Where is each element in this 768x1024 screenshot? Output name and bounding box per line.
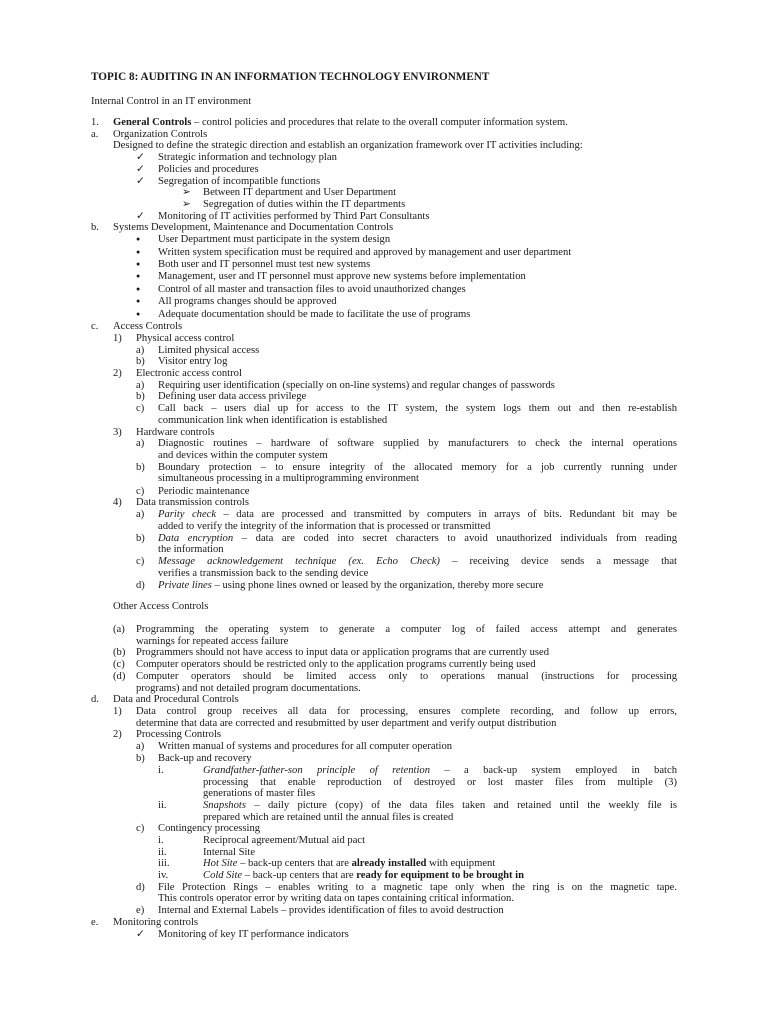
list-item-continued: communication link when identification is established: [158, 415, 388, 426]
list-item: Data control group receives all data for processing, ensures complete recording, and follow up errors,: [136, 706, 677, 717]
list-item: Strategic information and technology plan: [158, 152, 337, 163]
list-item: User Department must participate in the system design: [158, 234, 391, 245]
definition: – back-up centers that are: [237, 858, 352, 869]
list-item: Visitor entry log: [158, 356, 228, 367]
item-letter: b): [136, 356, 145, 367]
check-icon: ✓: [136, 211, 145, 222]
roman-numeral: i.: [158, 835, 164, 846]
monitoring-controls-heading: Monitoring controls: [113, 917, 199, 928]
electronic-access-heading: Electronic access control: [136, 368, 242, 379]
roman-numeral: i.: [158, 765, 164, 776]
section-marker-e: e.: [91, 917, 99, 928]
item-letter: (c): [113, 659, 125, 670]
term: Grandfather-father-son principle of retention: [203, 765, 431, 776]
item-letter: (a): [113, 624, 125, 635]
access-controls-heading: Access Controls: [113, 321, 183, 332]
list-item-continued: simultaneous processing in a multiprogramming environment: [158, 473, 419, 484]
item-letter: e): [136, 905, 145, 916]
roman-numeral: iv.: [158, 870, 169, 881]
list-item: [158, 556, 677, 568]
list-item-continued: and devices within the computer system: [158, 450, 328, 461]
item-letter: (d): [113, 671, 126, 682]
list-item-continued: added to verify the integrity of the information that is processed or transmitted: [158, 521, 491, 532]
roman-numeral: ii.: [158, 800, 167, 811]
definition: – back-up centers that are: [242, 870, 357, 881]
list-item: [203, 800, 677, 812]
item-letter: c): [136, 823, 145, 834]
list-item: Boundary protection – to ensure integrity of the allocated memory for a job currently running under: [158, 462, 677, 473]
item-number: 2): [113, 729, 122, 740]
general-controls-text: – control policies and procedures that relate to the overall computer information system.: [191, 117, 568, 128]
section-marker-c: c.: [91, 321, 99, 332]
term: Message acknowledgement technique (ex. Echo Check): [158, 556, 440, 567]
list-item: Management, user and IT personnel must approve new systems before implementation: [158, 271, 526, 282]
list-item-continued: the information: [158, 544, 224, 555]
organization-controls-intro: Designed to define the strategic direction and establish an organization framework over IT activities including:: [113, 140, 583, 151]
section-marker-a: a.: [91, 129, 99, 140]
item-letter: b): [136, 533, 145, 544]
definition: – receiving device sends a message that: [439, 556, 677, 567]
list-item: Periodic maintenance: [158, 486, 250, 497]
definition: – using phone lines owned or leased by the organization, thereby more secure: [211, 580, 544, 591]
item-number: 1): [113, 706, 122, 717]
emphasis: ready for equipment to be brought in: [356, 870, 525, 881]
check-icon: ✓: [136, 152, 145, 163]
data-procedural-heading: Data and Procedural Controls: [113, 694, 239, 705]
check-icon: ✓: [136, 176, 145, 187]
list-item-continued: This controls operator error by writing data on tapes containing critical information.: [158, 893, 514, 904]
list-item: Control of all master and transaction files to avoid unauthorized changes: [158, 284, 466, 295]
list-item: Defining user data access privilege: [158, 391, 307, 402]
list-item: Monitoring of key IT performance indicators: [158, 929, 349, 940]
item-number: 4): [113, 497, 122, 508]
systems-development-heading: Systems Development, Maintenance and Documentation Controls: [113, 222, 394, 233]
organization-controls-heading: Organization Controls: [113, 129, 208, 140]
term: Private lines: [158, 580, 212, 591]
list-item: File Protection Rings – enables writing to a magnetic tape only when the ring is on the magnetic tape.: [158, 882, 677, 893]
term: Hot Site: [203, 858, 238, 869]
general-controls-line: [113, 117, 568, 129]
physical-access-heading: Physical access control: [136, 333, 235, 344]
list-item-continued: warnings for repeated access failure: [136, 636, 289, 647]
data-transmission-heading: Data transmission controls: [136, 497, 249, 508]
other-access-heading: Other Access Controls: [113, 601, 209, 612]
list-item: Both user and IT personnel must test new systems: [158, 259, 371, 270]
list-item-continued: generations of master files: [203, 788, 316, 799]
hardware-controls-heading: Hardware controls: [136, 427, 215, 438]
term: Cold Site: [203, 870, 243, 881]
list-item-continued: programs) and not detailed program documentations.: [136, 683, 361, 694]
item-letter: c): [136, 486, 145, 497]
list-item: Requiring user identification (specially on on-line systems) and regular changes of passwords: [158, 380, 555, 391]
check-icon: ✓: [136, 164, 145, 175]
list-item: Between IT department and User Department: [203, 187, 397, 198]
bullet-icon: ●: [136, 260, 141, 268]
list-item: Programmers should not have access to input data or application programs that are currently used: [136, 647, 550, 658]
item-letter: a): [136, 345, 145, 356]
list-item: Reciprocal agreement/Mutual aid pact: [203, 835, 366, 846]
item-letter: d): [136, 580, 145, 591]
item-letter: c): [136, 556, 145, 567]
list-item: Call back – users dial up for access to the IT system, the system logs them out and then re-establish: [158, 403, 677, 414]
bullet-icon: ●: [136, 272, 141, 280]
list-item: Back-up and recovery: [158, 753, 252, 764]
arrow-icon: ➢: [182, 187, 191, 198]
list-item: Internal and External Labels – provides identification of files to avoid destruction: [158, 905, 504, 916]
definition: – daily picture (copy) of the data files taken and retained until the weekly file is: [245, 800, 677, 811]
list-item-continued: processing that enable reproduction of destroyed or lost master files from multiple (3): [203, 777, 677, 788]
list-item: Segregation of incompatible functions: [158, 176, 321, 187]
list-item-continued: verifies a transmission back to the sending device: [158, 568, 369, 579]
list-item: Computer operators should be limited access only to operations manual (instructions for processing: [136, 671, 677, 682]
list-item: Segregation of duties within the IT departments: [203, 199, 406, 210]
list-item: [203, 765, 677, 777]
section-marker-d: d.: [91, 694, 99, 705]
definition: – a back-up system employed in batch: [430, 765, 677, 776]
bullet-icon: ●: [136, 248, 141, 256]
bullet-icon: ●: [136, 235, 141, 243]
roman-numeral: ii.: [158, 847, 167, 858]
list-item: [158, 533, 677, 545]
section-number: 1.: [91, 117, 99, 128]
item-number: 3): [113, 427, 122, 438]
list-item: Limited physical access: [158, 345, 260, 356]
list-item: Written manual of systems and procedures for all computer operation: [158, 741, 453, 752]
item-letter: b): [136, 462, 145, 473]
general-controls-label: General Controls: [113, 117, 192, 128]
definition: – data are coded into secret characters to avoid unauthorized individuals from reading: [233, 533, 678, 544]
definition: – data are processed and transmitted by computers in arrays of bits. Redundant bit may be: [216, 509, 678, 520]
section-marker-b: b.: [91, 222, 99, 233]
bullet-icon: ●: [136, 285, 141, 293]
item-letter: b): [136, 753, 145, 764]
item-number: 1): [113, 333, 122, 344]
roman-numeral: iii.: [158, 858, 170, 869]
list-item: Diagnostic routines – hardware of software supplied by manufacturers to check the internal operations: [158, 438, 677, 449]
list-item: Monitoring of IT activities performed by Third Part Consultants: [158, 211, 430, 222]
list-item: Adequate documentation should be made to facilitate the use of programs: [158, 309, 471, 320]
document-title: TOPIC 8: AUDITING IN AN INFORMATION TECHNOLOGY ENVIRONMENT: [91, 71, 490, 83]
list-item: All programs changes should be approved: [158, 296, 337, 307]
list-item: [203, 858, 495, 870]
processing-controls-heading: Processing Controls: [136, 729, 222, 740]
list-item: [203, 870, 524, 882]
list-item: [158, 580, 544, 592]
list-item: Policies and procedures: [158, 164, 259, 175]
list-item-continued: prepared which are retained until the annual files is created: [203, 812, 454, 823]
list-item: [158, 509, 677, 521]
item-letter: (b): [113, 647, 126, 658]
bullet-icon: ●: [136, 310, 141, 318]
bullet-icon: ●: [136, 297, 141, 305]
list-item-continued: determine that data are corrected and resubmitted by user department and verify output distribution: [136, 718, 557, 729]
item-letter: d): [136, 882, 145, 893]
item-letter: a): [136, 741, 145, 752]
item-letter: b): [136, 391, 145, 402]
list-item: Computer operators should be restricted only to the application programs currently being used: [136, 659, 536, 670]
term: Data encryption: [158, 533, 234, 544]
check-icon: ✓: [136, 929, 145, 940]
item-letter: c): [136, 403, 145, 414]
item-letter: a): [136, 438, 145, 449]
item-number: 2): [113, 368, 122, 379]
definition-end: with equipment: [426, 858, 496, 869]
term: Snapshots: [203, 800, 246, 811]
item-letter: a): [136, 509, 145, 520]
item-letter: a): [136, 380, 145, 391]
list-item: Contingency processing: [158, 823, 261, 834]
term: Parity check: [158, 509, 217, 520]
list-item: Programming the operating system to generate a computer log of failed access attempt and generates: [136, 624, 677, 635]
arrow-icon: ➢: [182, 199, 191, 210]
list-item: Written system specification must be required and approved by management and user department: [158, 247, 572, 258]
list-item: Internal Site: [203, 847, 256, 858]
emphasis: already installed: [351, 858, 427, 869]
subtitle: Internal Control in an IT environment: [91, 96, 252, 107]
